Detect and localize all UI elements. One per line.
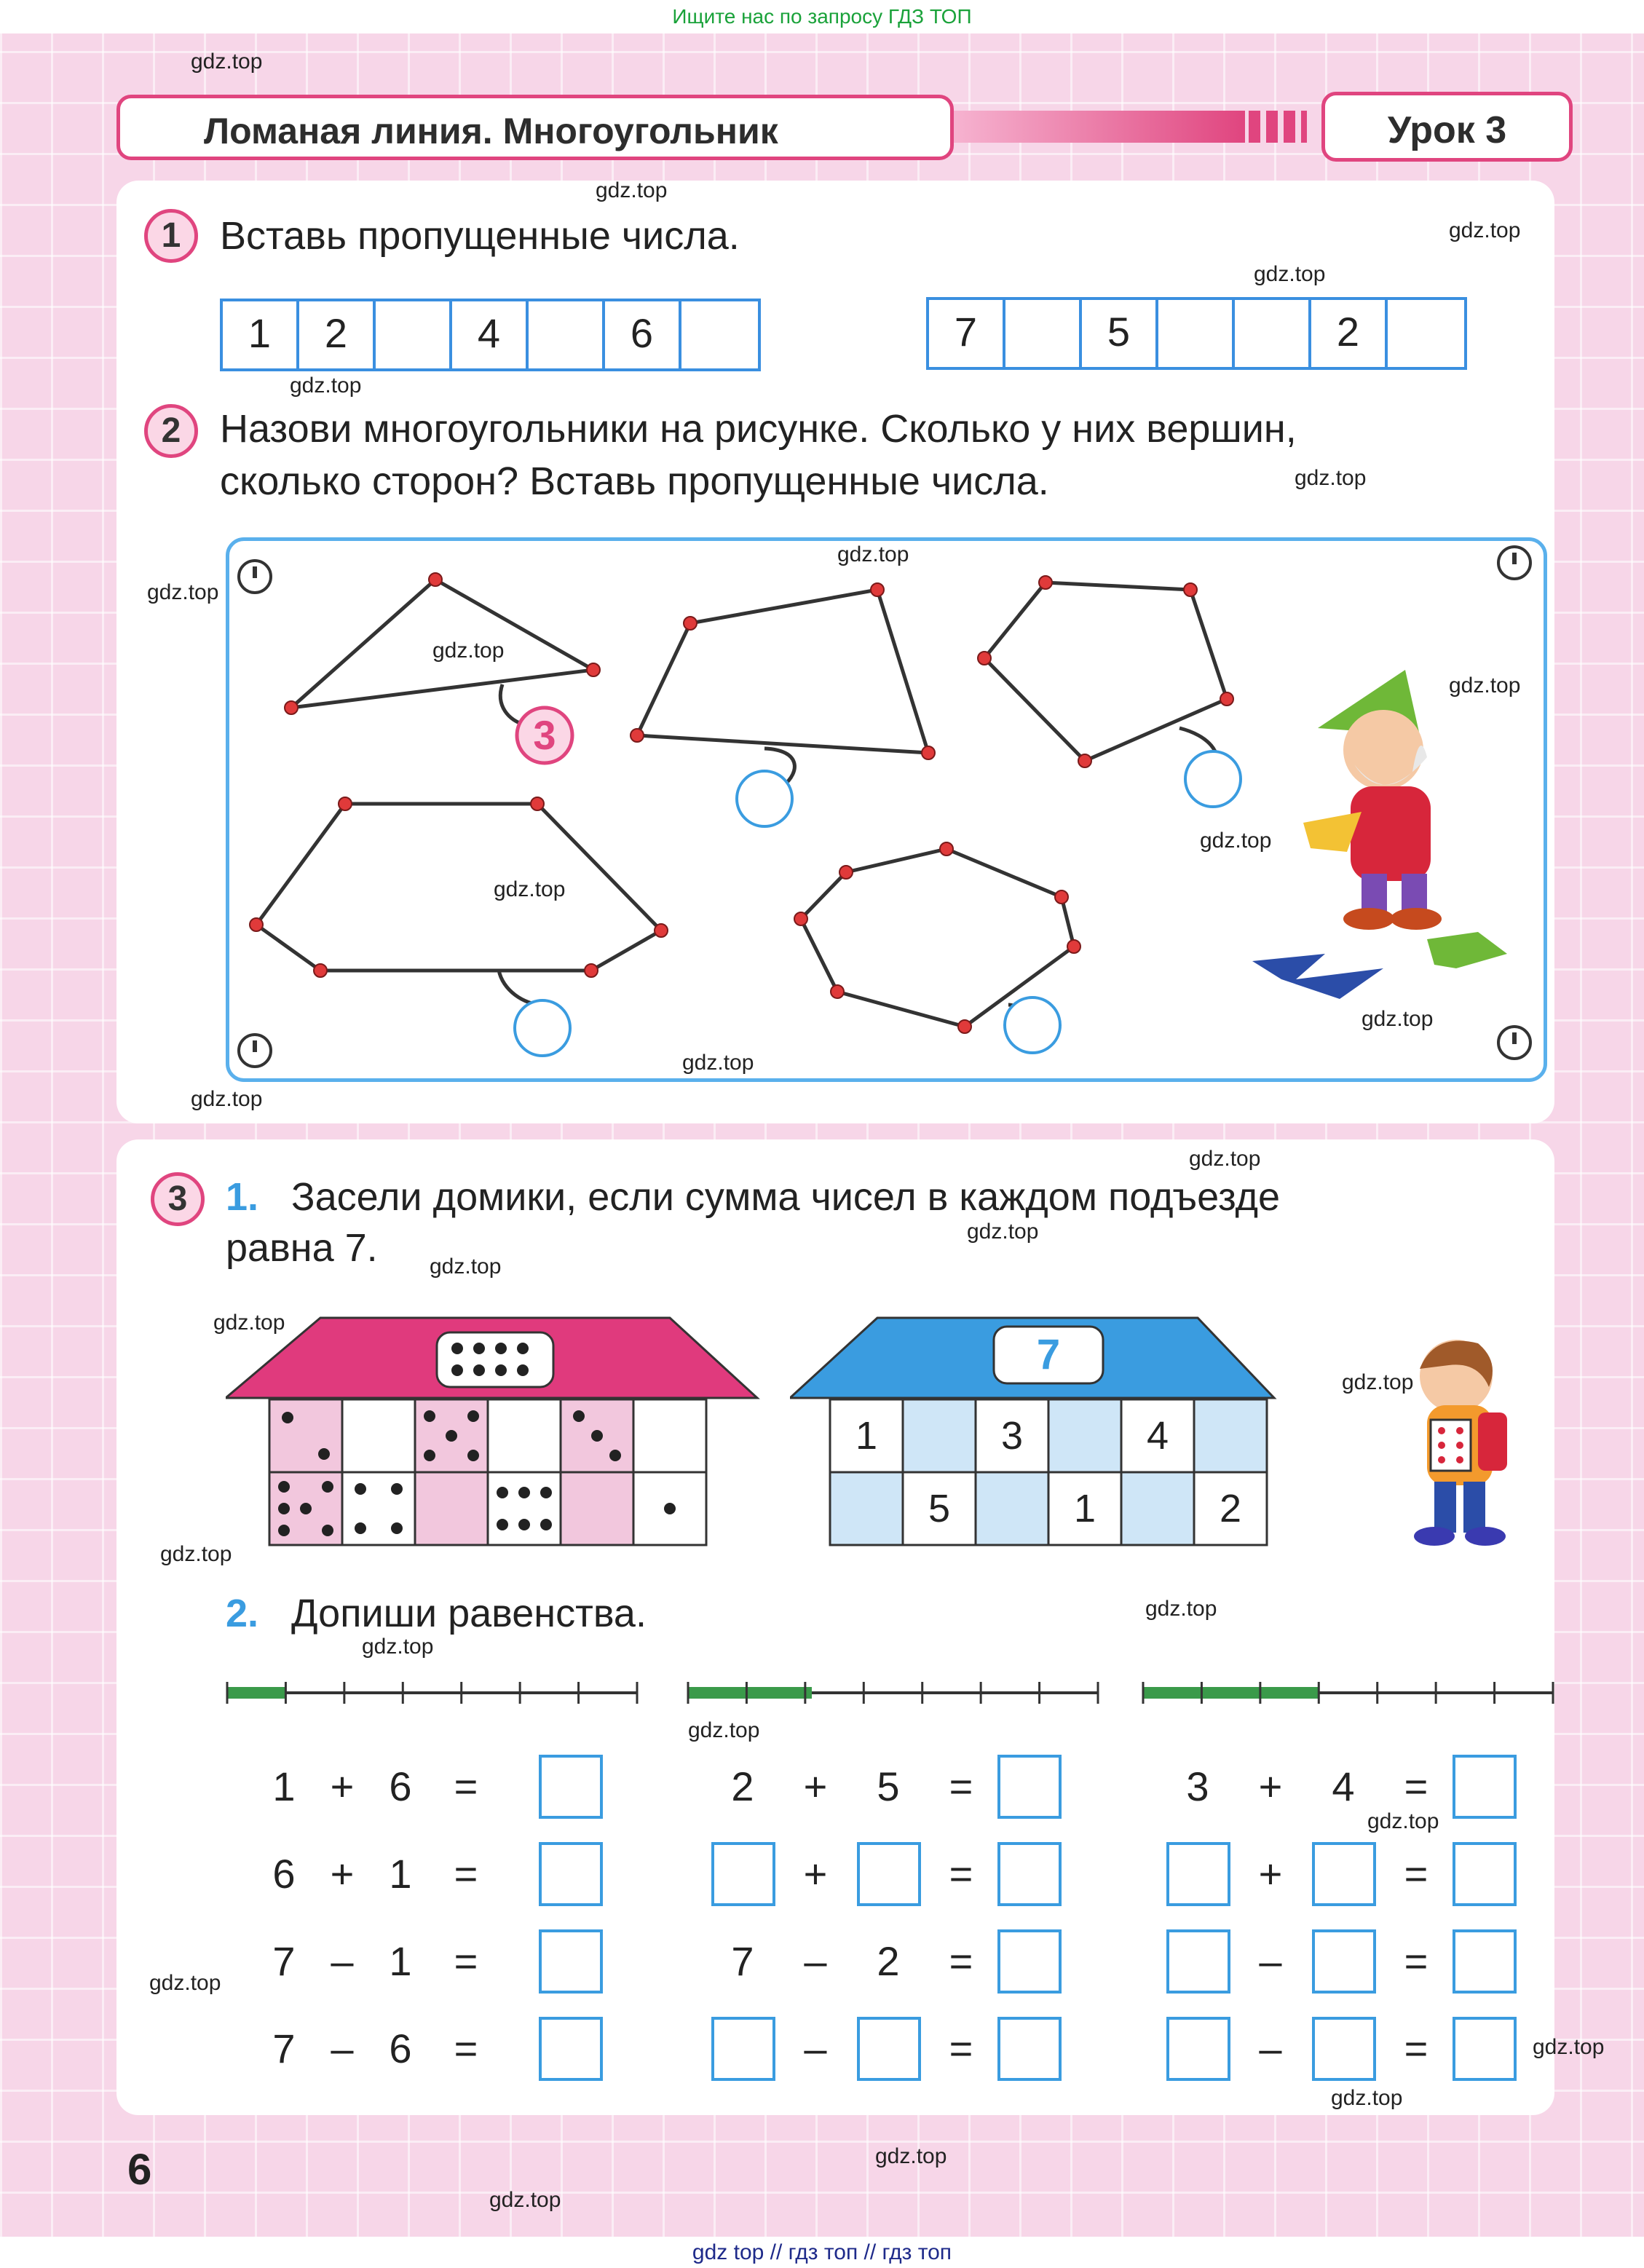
eq-token: = bbox=[454, 1938, 478, 1984]
eq-token: 2 bbox=[877, 1938, 900, 1984]
eq-token: = bbox=[949, 1851, 973, 1897]
eq-token: 6 bbox=[389, 1763, 412, 1809]
task2-text-line1: Назови многоугольники на рисунке. Сколько у них вершин, bbox=[220, 407, 1297, 451]
watermark: gdz.top bbox=[149, 1971, 221, 1995]
task3-badge: 3 bbox=[151, 1172, 205, 1226]
watermark: gdz.top bbox=[191, 1087, 263, 1111]
watermark: gdz.top bbox=[290, 374, 362, 398]
house2-cell[interactable] bbox=[976, 1472, 1048, 1545]
eq-token: + bbox=[1258, 1851, 1283, 1897]
triangle-answer: 3 bbox=[533, 712, 556, 758]
task2-text-line2: сколько сторон? Вставь пропущенные числа. bbox=[220, 459, 1049, 503]
eq-token: = bbox=[1404, 2026, 1428, 2071]
answer-box[interactable] bbox=[539, 2017, 603, 2081]
eq-token: 1 bbox=[272, 1763, 296, 1809]
house2-cell[interactable] bbox=[1121, 1472, 1194, 1545]
watermark: gdz.top bbox=[430, 1254, 502, 1279]
house2-cell: 4 bbox=[1146, 1414, 1169, 1458]
watermark: gdz.top bbox=[1145, 1597, 1217, 1621]
eq-token: = bbox=[454, 2026, 478, 2071]
task3-sub2-text: Допиши равенства. bbox=[291, 1592, 647, 1635]
answer-box[interactable] bbox=[1453, 2017, 1517, 2081]
watermark: gdz.top bbox=[494, 877, 566, 901]
watermark: gdz.top bbox=[489, 2188, 561, 2212]
task3-sub1-number: 1. bbox=[226, 1175, 259, 1219]
watermark: gdz.top bbox=[682, 1051, 754, 1075]
watermark: gdz.top bbox=[875, 2144, 947, 2168]
eq-token: + bbox=[803, 1763, 828, 1809]
eq-token: = bbox=[1404, 1763, 1428, 1809]
house2-cell: 5 bbox=[928, 1487, 951, 1530]
eq-token: = bbox=[949, 2026, 973, 2071]
answer-box[interactable] bbox=[997, 1755, 1062, 1819]
task1-badge: 1 bbox=[144, 209, 198, 263]
watermark: gdz.top bbox=[1449, 673, 1521, 698]
eq-token: – bbox=[1259, 1938, 1282, 1984]
equations-area bbox=[258, 1755, 1533, 2104]
eq-token: – bbox=[1259, 2026, 1282, 2071]
watermark: gdz.top bbox=[1295, 466, 1367, 490]
eq-token: = bbox=[454, 1851, 478, 1897]
answer-box[interactable] bbox=[1453, 1929, 1517, 1994]
blue-house-label: 7 bbox=[1036, 1331, 1061, 1378]
task3-sub2-number: 2. bbox=[226, 1592, 259, 1635]
seq2-cell: 7 bbox=[929, 300, 1005, 367]
eq-token: = bbox=[949, 1763, 973, 1809]
answer-box[interactable] bbox=[1453, 1842, 1517, 1906]
seq1-cell: 1 bbox=[223, 301, 299, 368]
task3-sub1-line2: равна 7. bbox=[226, 1226, 378, 1270]
seq2-cell[interactable] bbox=[1388, 300, 1464, 367]
eq-token: – bbox=[804, 2026, 827, 2071]
answer-box[interactable] bbox=[539, 1842, 603, 1906]
answer-box[interactable] bbox=[539, 1755, 603, 1819]
eq-token: 3 bbox=[1186, 1763, 1209, 1809]
seq1-cell[interactable] bbox=[376, 301, 452, 368]
sequence-2 bbox=[926, 297, 1467, 370]
watermark: gdz.top bbox=[147, 580, 219, 604]
eq-token: – bbox=[331, 1938, 354, 1984]
watermark: gdz.top bbox=[1533, 2035, 1605, 2059]
pentagon-shape bbox=[984, 582, 1227, 761]
watermark: gdz.top bbox=[596, 178, 668, 202]
seq2-cell: 2 bbox=[1311, 300, 1388, 367]
answer-box[interactable] bbox=[857, 1842, 921, 1906]
watermark: gdz.top bbox=[432, 639, 505, 663]
eq-token: + bbox=[803, 1851, 828, 1897]
eq-token: 4 bbox=[1332, 1763, 1355, 1809]
answer-box[interactable] bbox=[1166, 2017, 1230, 2081]
boy-illustration bbox=[1369, 1332, 1536, 1551]
eq-token: + bbox=[1258, 1763, 1283, 1809]
seq2-cell[interactable] bbox=[1005, 300, 1082, 367]
answer-box[interactable] bbox=[857, 2017, 921, 2081]
watermark: gdz.top bbox=[160, 1542, 232, 1566]
answer-box[interactable] bbox=[1453, 1755, 1517, 1819]
page-number: 6 bbox=[127, 2145, 152, 2194]
answer-box[interactable] bbox=[1312, 1842, 1376, 1906]
house2-cell: 1 bbox=[1073, 1487, 1096, 1530]
task3-sub1-line1: Засели домики, если сумма чисел в каждом подъезде bbox=[291, 1175, 1281, 1219]
watermark: gdz.top bbox=[191, 50, 263, 74]
eq-token: – bbox=[804, 1938, 827, 1984]
seq1-cell: 6 bbox=[605, 301, 681, 368]
eq-token: = bbox=[454, 1763, 478, 1809]
seq1-cell: 4 bbox=[452, 301, 529, 368]
eq-token: 7 bbox=[731, 1938, 754, 1984]
watermark: gdz.top bbox=[1254, 262, 1326, 286]
answer-box[interactable] bbox=[711, 1842, 775, 1906]
eq-token: = bbox=[949, 1938, 973, 1984]
bottom-banner: gdz top // гдз топ // гдз топ bbox=[0, 2237, 1644, 2268]
watermark: gdz.top bbox=[1342, 1370, 1414, 1394]
eq-token: 1 bbox=[389, 1851, 412, 1897]
watermark: gdz.top bbox=[1200, 829, 1272, 853]
polygons-drawing bbox=[226, 537, 1547, 1082]
house2-cell[interactable] bbox=[1048, 1399, 1121, 1472]
answer-box[interactable] bbox=[539, 1929, 603, 1994]
answer-box[interactable] bbox=[997, 1842, 1062, 1906]
quadrilateral-shape bbox=[637, 590, 928, 753]
blue-house-cells bbox=[830, 1399, 1267, 1545]
eq-token: 6 bbox=[389, 2026, 412, 2071]
watermark: gdz.top bbox=[1449, 218, 1521, 242]
title-stripe bbox=[954, 111, 1245, 143]
answer-box[interactable] bbox=[1312, 2017, 1376, 2081]
house2-cell[interactable] bbox=[830, 1472, 903, 1545]
seq2-cell[interactable] bbox=[1158, 300, 1235, 367]
answer-box[interactable] bbox=[997, 1929, 1062, 1994]
seq1-cell[interactable] bbox=[681, 301, 758, 368]
watermark: gdz.top bbox=[362, 1635, 434, 1659]
task1-text: Вставь пропущенные числа. bbox=[220, 214, 740, 258]
gnome-illustration bbox=[1252, 670, 1507, 999]
eq-token: 7 bbox=[272, 2026, 296, 2071]
watermark: gdz.top bbox=[967, 1220, 1039, 1244]
eq-token: 2 bbox=[731, 1763, 754, 1809]
watermark: gdz.top bbox=[213, 1311, 285, 1335]
watermark: gdz.top bbox=[1367, 1809, 1439, 1833]
seq2-cell[interactable] bbox=[1235, 300, 1311, 367]
house2-cell: 3 bbox=[1000, 1414, 1024, 1458]
eq-token: 7 bbox=[272, 1938, 296, 1984]
eq-token: 5 bbox=[877, 1763, 900, 1809]
watermark: gdz.top bbox=[1189, 1147, 1261, 1171]
eq-token: = bbox=[1404, 1938, 1428, 1984]
lesson-label: Урок 3 bbox=[1321, 92, 1573, 162]
pink-house bbox=[226, 1311, 764, 1551]
title-stripe-bars bbox=[1249, 111, 1307, 143]
answer-box[interactable] bbox=[1312, 1929, 1376, 1994]
seq1-cell: 2 bbox=[299, 301, 376, 368]
seq1-cell[interactable] bbox=[529, 301, 605, 368]
house2-cell[interactable] bbox=[903, 1399, 976, 1472]
eq-token: + bbox=[330, 1851, 355, 1897]
top-banner: Ищите нас по запросу ГДЗ ТОП bbox=[0, 0, 1644, 33]
eq-token: 1 bbox=[389, 1938, 412, 1984]
seq2-cell: 5 bbox=[1082, 300, 1158, 367]
house2-cell: 1 bbox=[855, 1414, 878, 1458]
page-title: Ломаная линия. Многоугольник bbox=[116, 95, 954, 160]
eq-token: + bbox=[330, 1763, 355, 1809]
hexagon-shape bbox=[256, 804, 661, 971]
watermark: gdz.top bbox=[837, 542, 909, 566]
watermark: gdz.top bbox=[688, 1718, 760, 1742]
house2-cell[interactable] bbox=[1194, 1399, 1267, 1472]
task2-badge: 2 bbox=[144, 404, 198, 458]
answer-box[interactable] bbox=[1166, 1929, 1230, 1994]
watermark: gdz.top bbox=[1331, 2086, 1403, 2110]
eq-token: = bbox=[1404, 1851, 1428, 1897]
sequence-1 bbox=[220, 299, 761, 371]
answer-box[interactable] bbox=[997, 2017, 1062, 2081]
eq-token: 6 bbox=[272, 1851, 296, 1897]
eq-token: – bbox=[331, 2026, 354, 2071]
watermark: gdz.top bbox=[1362, 1007, 1434, 1031]
answer-box[interactable] bbox=[1166, 1842, 1230, 1906]
answer-box[interactable] bbox=[711, 2017, 775, 2081]
number-lines bbox=[218, 1667, 1558, 1718]
house2-cell: 2 bbox=[1219, 1487, 1242, 1530]
